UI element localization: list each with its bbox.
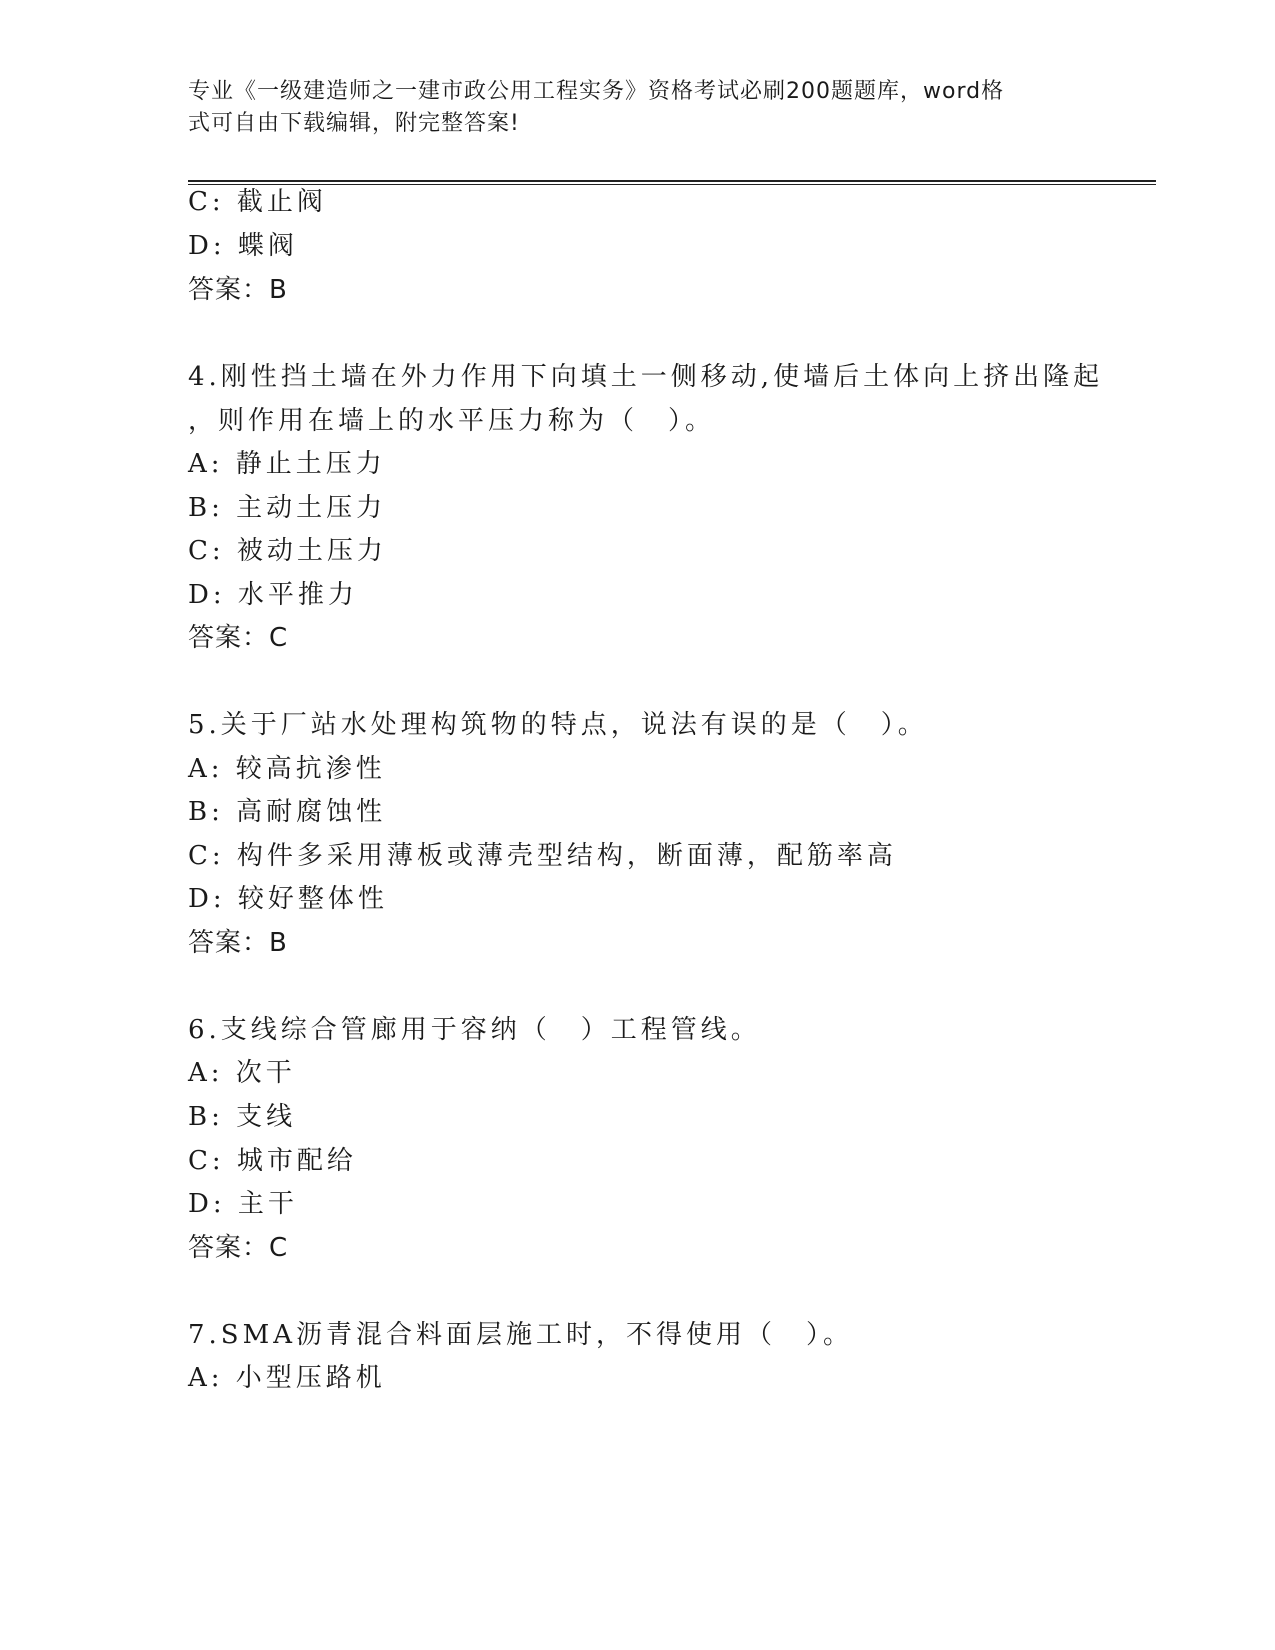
header-rule-thick [188, 180, 1156, 182]
q7-option-a: A: 小型压路机 [188, 1363, 386, 1393]
q4-option-d: D: 水平推力 [188, 580, 358, 610]
header-rule-thin [188, 184, 1156, 185]
q4-option-a: A: 静止土压力 [188, 449, 386, 479]
prev-answer: 答案：B [188, 275, 288, 305]
q7-stem-line-1: 7.SMA沥青混合料面层施工时，不得使用（ ）。 [188, 1320, 854, 1350]
q4-stem-line-2: ，则作用在墙上的水平压力称为（ ）。 [188, 406, 716, 436]
q5-option-a: A: 较高抗渗性 [188, 754, 386, 784]
q5-option-d: D: 较好整体性 [188, 884, 388, 914]
q4-option-b: B: 主动土压力 [188, 493, 387, 523]
q6-stem-line-1: 6.支线综合管廊用于容纳（ ）工程管线。 [188, 1015, 761, 1045]
prev-option-d: D: 蝶阀 [188, 231, 298, 261]
q6-option-b: B: 支线 [188, 1102, 297, 1132]
q4-option-c: C: 被动土压力 [188, 536, 387, 566]
q6-answer: 答案：C [188, 1233, 289, 1263]
q6-option-a: A: 次干 [188, 1058, 296, 1088]
prev-option-c: C: 截止阀 [188, 187, 327, 217]
q5-option-b: B: 高耐腐蚀性 [188, 797, 387, 827]
page-header [188, 76, 1068, 140]
header-line-1: 专业《一级建造师之一建市政公用工程实务》资格考试必刷200题题库，word格 [188, 79, 1005, 104]
q4-answer: 答案：C [188, 623, 289, 653]
header-line-2: 式可自由下载编辑，附完整答案! [188, 111, 520, 136]
q6-option-c: C: 城市配给 [188, 1146, 357, 1176]
q5-stem-line-1: 5.关于厂站水处理构筑物的特点，说法有误的是（ ）。 [188, 710, 928, 740]
q5-answer: 答案：B [188, 928, 288, 958]
q4-stem-line-1: 4.刚性挡土墙在外力作用下向填土一侧移动,使墙后土体向上挤出隆起 [188, 362, 1104, 392]
q5-option-c: C: 构件多采用薄板或薄壳型结构，断面薄，配筋率高 [188, 841, 897, 871]
q6-option-d: D: 主干 [188, 1189, 298, 1219]
